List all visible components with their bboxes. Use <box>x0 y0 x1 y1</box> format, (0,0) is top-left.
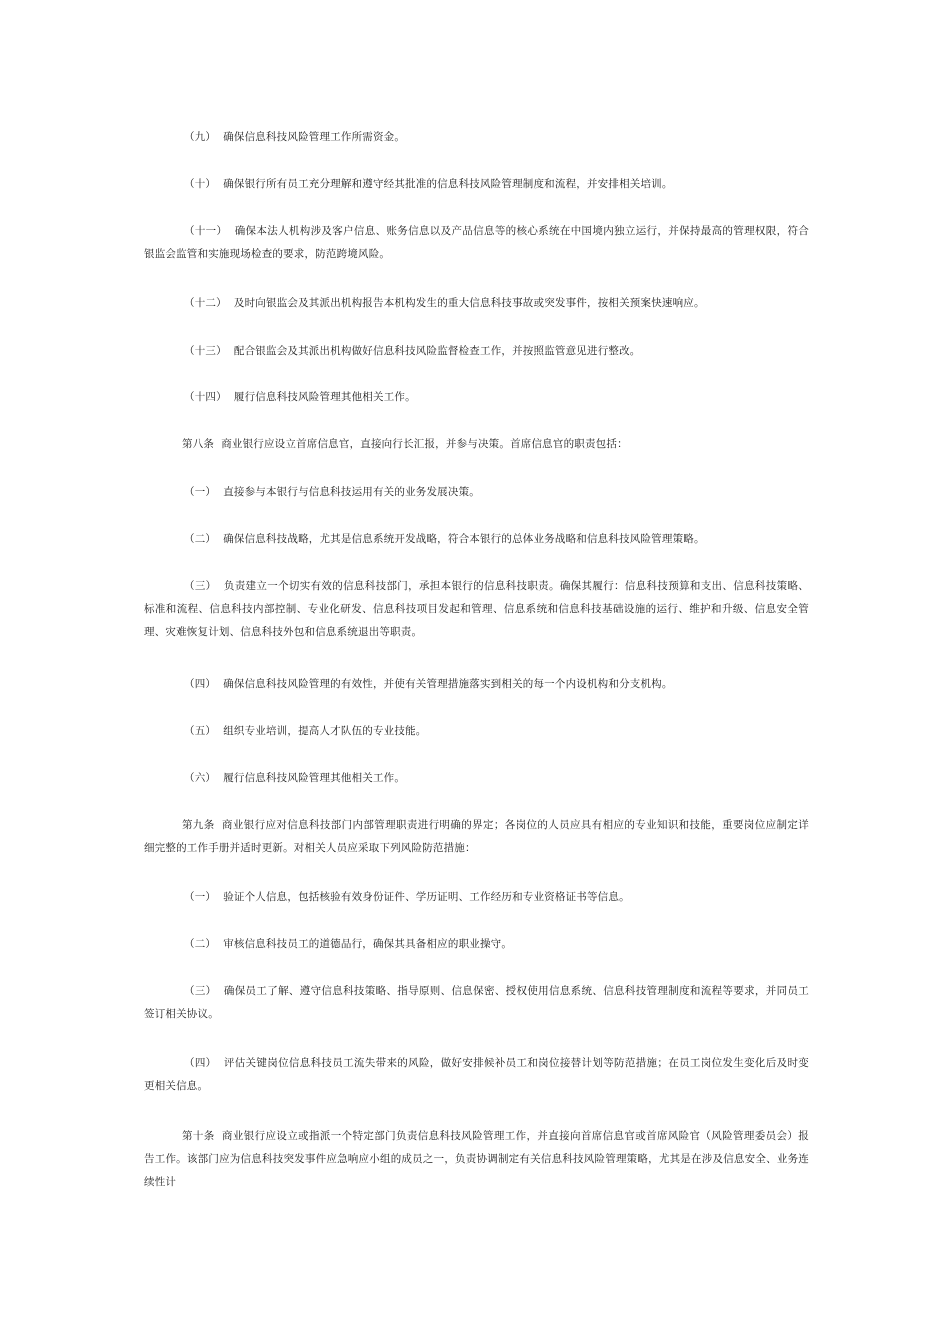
article-text: 商业银行应对信息科技部门内部管理职责进行明确的界定；各岗位的人员应具有相应的专业知识和技能，重要岗位应制定详细完整的工作手册并适时更新。对相关人员应采取下列风险防范措施： <box>144 819 809 854</box>
item-label: （十四） <box>184 391 227 403</box>
paragraph-item-1 <box>144 481 809 504</box>
item-text: 确保信息科技风险管理的有效性，并使有关管理措施落实到相关的每一个内设机构和分支机构。 <box>223 678 673 690</box>
item-text: 确保本法人机构涉及客户信息、账务信息以及产品信息等的核心系统在中国境内独立运行，并保持最高的管理权限，符合银监会监管和实施现场检查的要求，防范跨境风险。 <box>144 225 809 260</box>
article-text: 商业银行应设立首席信息官，直接向行长汇报，并参与决策。首席信息官的职责包括： <box>221 438 628 450</box>
paragraph-item-2 <box>144 528 809 551</box>
item-text: 及时向银监会及其派出机构报告本机构发生的重大信息科技事故或突发事件，按相关预案快速响应。 <box>233 297 705 309</box>
item-label: （九） <box>184 131 217 143</box>
paragraph-item-12 <box>144 292 809 315</box>
paragraph-item-6 <box>144 767 809 790</box>
article-label: 第十条 <box>182 1130 215 1142</box>
article-label: 第九条 <box>182 819 215 831</box>
item-text: 负责建立一个切实有效的信息科技部门，承担本银行的信息科技职责。确保其履行：信息科技预算和支出、信息科技策略、标准和流程、信息科技内部控制、专业化研发、信息科技项目发起和管理、信息系统和信息科技基础设施的运行、维护和升级、信息安全管理、灾难恢复计划、信息科技外包和信息系统退出等职责。 <box>144 580 809 638</box>
item-text: 确保员工了解、遵守信息科技策略、指导原则、信息保密、授权使用信息系统、信息科技管理制度和流程等要求，并同员工签订相关协议。 <box>144 985 809 1020</box>
paragraph-item-13 <box>144 340 809 363</box>
item-text: 直接参与本银行与信息科技运用有关的业务发展决策。 <box>223 486 480 498</box>
paragraph-item-3 <box>144 980 809 1026</box>
item-text: 确保信息科技战略，尤其是信息系统开发战略，符合本银行的总体业务战略和信息科技风险管理策略。 <box>223 533 705 545</box>
item-label: （二） <box>184 533 217 545</box>
item-label: （十一） <box>184 225 228 237</box>
item-label: （四） <box>184 1057 217 1069</box>
item-label: （十） <box>184 178 217 190</box>
item-label: （一） <box>184 891 217 903</box>
item-label: （二） <box>184 938 217 950</box>
article-label: 第八条 <box>182 438 215 450</box>
item-label: （五） <box>184 725 217 737</box>
item-text: 履行信息科技风险管理其他相关工作。 <box>233 391 416 403</box>
article-text: 商业银行应设立或指派一个特定部门负责信息科技风险管理工作，并直接向首席信息官或首席风险官（风险管理委员会）报告工作。该部门应为信息科技突发事件应急响应小组的成员之一，负责协调制定有关信息科技风险管理策略，尤其是在涉及信息安全、业务连续性计 <box>144 1130 809 1188</box>
paragraph-item-1 <box>144 886 809 909</box>
article-10 <box>144 1125 809 1194</box>
paragraph-item-11 <box>144 220 809 266</box>
item-text: 履行信息科技风险管理其他相关工作。 <box>223 772 406 784</box>
item-text: 组织专业培训，提高人才队伍的专业技能。 <box>223 725 427 737</box>
item-text: 评估关键岗位信息科技员工流失带来的风险，做好安排候补员工和岗位接替计划等防范措施；在员工岗位发生变化后及时变更相关信息。 <box>144 1057 809 1092</box>
paragraph-item-14 <box>144 386 809 409</box>
paragraph-item-2 <box>144 933 809 956</box>
item-label: （三） <box>184 985 217 997</box>
paragraph-item-4 <box>144 1052 809 1098</box>
item-text: 验证个人信息，包括核验有效身份证件、学历证明、工作经历和专业资格证书等信息。 <box>223 891 630 903</box>
item-text: 配合银监会及其派出机构做好信息科技风险监督检查工作，并按照监管意见进行整改。 <box>233 345 641 357</box>
item-label: （四） <box>184 678 217 690</box>
item-text: 确保信息科技风险管理工作所需资金。 <box>223 131 406 143</box>
item-label: （一） <box>184 486 217 498</box>
article-9 <box>144 814 809 860</box>
item-text: 确保银行所有员工充分理解和遵守经其批准的信息科技风险管理制度和流程，并安排相关培训。 <box>223 178 673 190</box>
item-label: （十二） <box>184 297 227 309</box>
article-8 <box>144 433 809 456</box>
paragraph-item-9 <box>144 126 809 149</box>
paragraph-item-10 <box>144 173 809 196</box>
item-label: （三） <box>184 580 217 592</box>
item-label: （十三） <box>184 345 227 357</box>
paragraph-item-4 <box>144 673 809 696</box>
paragraph-item-5 <box>144 720 809 743</box>
item-label: （六） <box>184 772 217 784</box>
item-text: 审核信息科技员工的道德品行，确保其具备相应的职业操守。 <box>223 938 513 950</box>
paragraph-item-3 <box>144 575 809 644</box>
